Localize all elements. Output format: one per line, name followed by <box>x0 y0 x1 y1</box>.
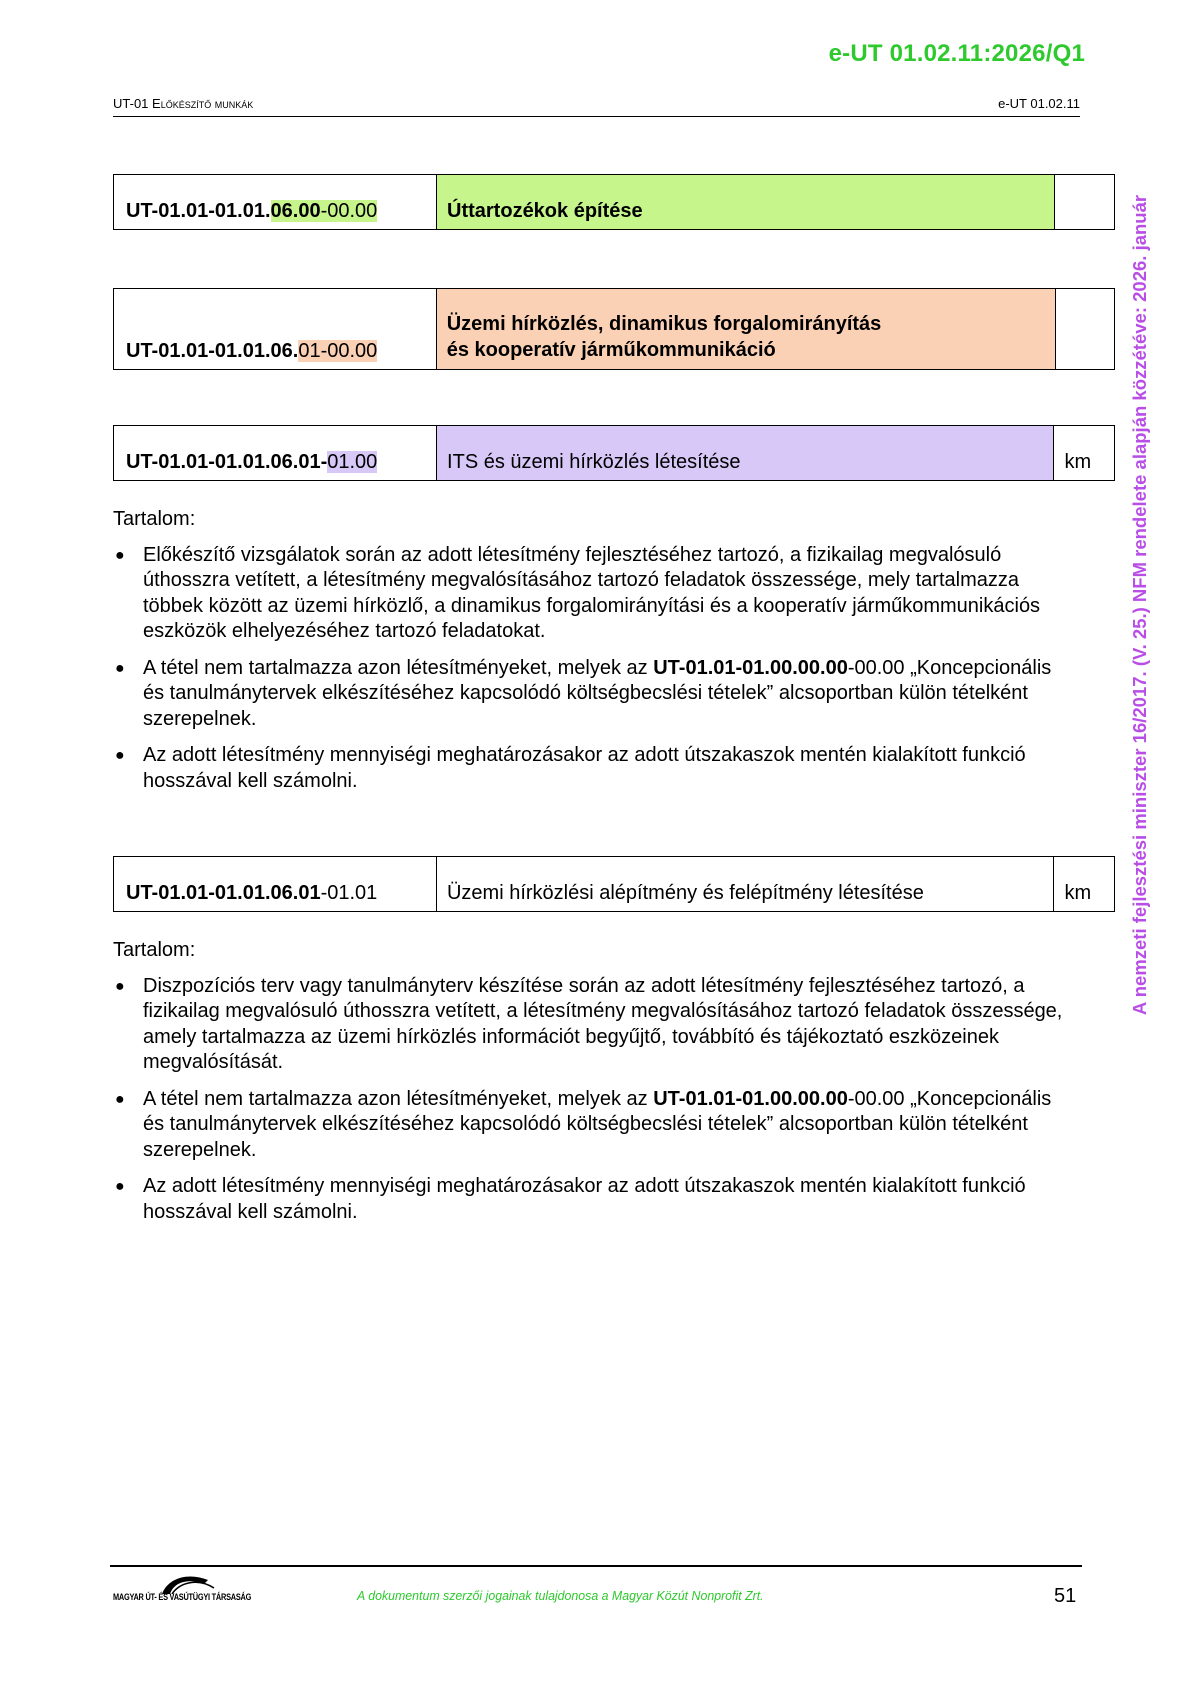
code-suffix: -00.00 <box>320 340 378 362</box>
item-title: Úttartozékok építése <box>437 175 1055 230</box>
chapter-title <box>113 96 253 111</box>
side-note-text: A nemzeti fejlesztési miniszter 16/2017. (V. 25.) NFM rendelete alapján közzétéve: 2026. január <box>1129 194 1150 1016</box>
list-item <box>113 1087 1073 1164</box>
item-table-level2 <box>113 288 1115 370</box>
code-prefix: UT-01.01-01.01.06.01- <box>126 451 328 473</box>
item-title: Üzemi hírközlési alépítmény és felépítmény létesítése <box>436 857 1054 912</box>
bullet-icon: ● <box>115 659 125 677</box>
bullet-list <box>113 543 1073 795</box>
list-item-text: Az adott létesítmény mennyiségi meghatározásakor az adott útszakaszok mentén kialakított funkció hosszával kell számolni. <box>143 1175 1026 1223</box>
content-section <box>113 507 1073 805</box>
copyright-notice: A dokumentum szerzői jogainak tulajdonosa a Magyar Közút Nonprofit Zrt. <box>357 1588 764 1603</box>
bullet-icon: ● <box>115 977 125 995</box>
reference-code-suffix: -00.00 <box>847 1087 905 1110</box>
code-highlight-digits: 01 <box>298 340 321 362</box>
item-table-level4 <box>113 856 1115 912</box>
table-row <box>114 426 1115 481</box>
item-unit: km <box>1054 857 1115 912</box>
logo-text: MAGYAR ÚT- ÉS VASÚTÜGYI TÁRSASÁG <box>113 1592 252 1602</box>
code-highlight <box>298 340 377 362</box>
section-label: Tartalom: <box>113 508 196 530</box>
item-code <box>114 289 437 370</box>
code-suffix: -01.01 <box>320 882 378 904</box>
bullet-icon: ● <box>115 1178 125 1195</box>
code-prefix: UT-01.01-01.01.06. <box>126 340 299 362</box>
list-item <box>113 1174 1073 1225</box>
item-table-level1 <box>113 174 1115 230</box>
bullet-icon: ● <box>115 546 125 564</box>
item-table-level3 <box>113 425 1115 481</box>
footer-divider <box>110 1565 1082 1567</box>
side-publication-note <box>1120 155 1160 1055</box>
item-code <box>114 857 437 912</box>
table-row <box>114 857 1115 912</box>
bullet-icon: ● <box>115 747 125 764</box>
code-highlight: 06.00 <box>270 200 321 222</box>
reference-code-suffix: -00.00 <box>847 656 905 679</box>
item-title: ITS és üzemi hírközlés létesítése <box>437 426 1054 481</box>
chapter-title-smallcaps: lőkészítő munkák <box>160 96 254 111</box>
item-code <box>114 175 437 230</box>
list-item-text: „Koncepcionális és tanulmánytervek elkészítéséhez kapcsolódó költségbecslési tételek” alcsoportban külön tételként szerepelnek. <box>143 656 1052 730</box>
code-highlight: 01.00 <box>327 451 378 473</box>
item-unit <box>1055 175 1115 230</box>
reference-code: UT-01.01-01.00.00.00 <box>653 1087 848 1110</box>
list-item-text: Az adott létesítmény mennyiségi meghatározásakor az adott útszakaszok mentén kialakított funkció hosszával kell számolni. <box>143 744 1026 792</box>
table-row <box>114 175 1115 230</box>
code-prefix: UT-01.01-01.01. <box>126 200 271 222</box>
bullet-list <box>113 974 1073 1226</box>
list-item-text: Előkészítő vizsgálatok során az adott létesítmény fejlesztéséhez tartozó, a fizikailag megvalósuló úthosszra vetített, a létesítmény megvalósításához tartozó feladatok összessége, mely tartalmazza többek között az üzemi hírközlő, a dinamikus forgalomirányítási és a kooperatív járműkommunikációs eszközök elhelyezéséhez tartozó feladatokat. <box>143 543 1041 642</box>
item-unit <box>1055 289 1114 370</box>
list-item <box>113 974 1073 1076</box>
item-code <box>114 426 437 481</box>
code-prefix: UT-01.01-01.01.06.01 <box>126 882 321 904</box>
list-item-text: A tétel nem tartalmazza azon létesítményeket, melyek az <box>143 656 654 679</box>
list-item-text: „Koncepcionális és tanulmánytervek elkészítéséhez kapcsolódó költségbecslési tételek” alcsoportban külön tételként szerepelnek. <box>143 1087 1052 1161</box>
bullet-icon: ● <box>115 1090 125 1108</box>
content-section <box>113 938 1073 1236</box>
page-number: 51 <box>1054 1585 1077 1607</box>
item-unit: km <box>1054 426 1115 481</box>
chapter-title-prefix: UT-01 E <box>113 96 161 111</box>
item-title-line: Üzemi hírközlés, dinamikus forgalomirányítás <box>446 313 882 335</box>
table-row <box>114 289 1115 370</box>
list-item-text: A tétel nem tartalmazza azon létesítményeket, melyek az <box>143 1087 654 1110</box>
running-header <box>113 96 1080 117</box>
code-suffix: -00.00 <box>320 200 378 222</box>
list-item-text: Diszpozíciós terv vagy tanulmányterv készítése során az adott létesítmény fejlesztéséhez tartozó, a fizikailag megvalósuló úthosszra vetített, a létesítmény megvalósításához tartozó feladatok összessége, amely tartalmazza az üzemi hírközlés információt begyűjtő, továbbító és tájékoztató eszközeinek megvalósítását. <box>143 974 1063 1073</box>
list-item <box>113 656 1073 733</box>
header-doc-id: e-UT 01.02.11 <box>998 96 1080 111</box>
reference-code: UT-01.01-01.00.00.00 <box>653 656 848 679</box>
society-logo <box>113 1570 263 1620</box>
list-item <box>113 543 1073 645</box>
document-code: e-UT 01.02.11:2026/Q1 <box>828 40 1085 67</box>
item-title-line: és kooperatív járműkommunikáció <box>446 339 776 361</box>
list-item <box>113 743 1073 794</box>
item-title <box>436 289 1055 370</box>
section-label: Tartalom: <box>113 939 196 961</box>
